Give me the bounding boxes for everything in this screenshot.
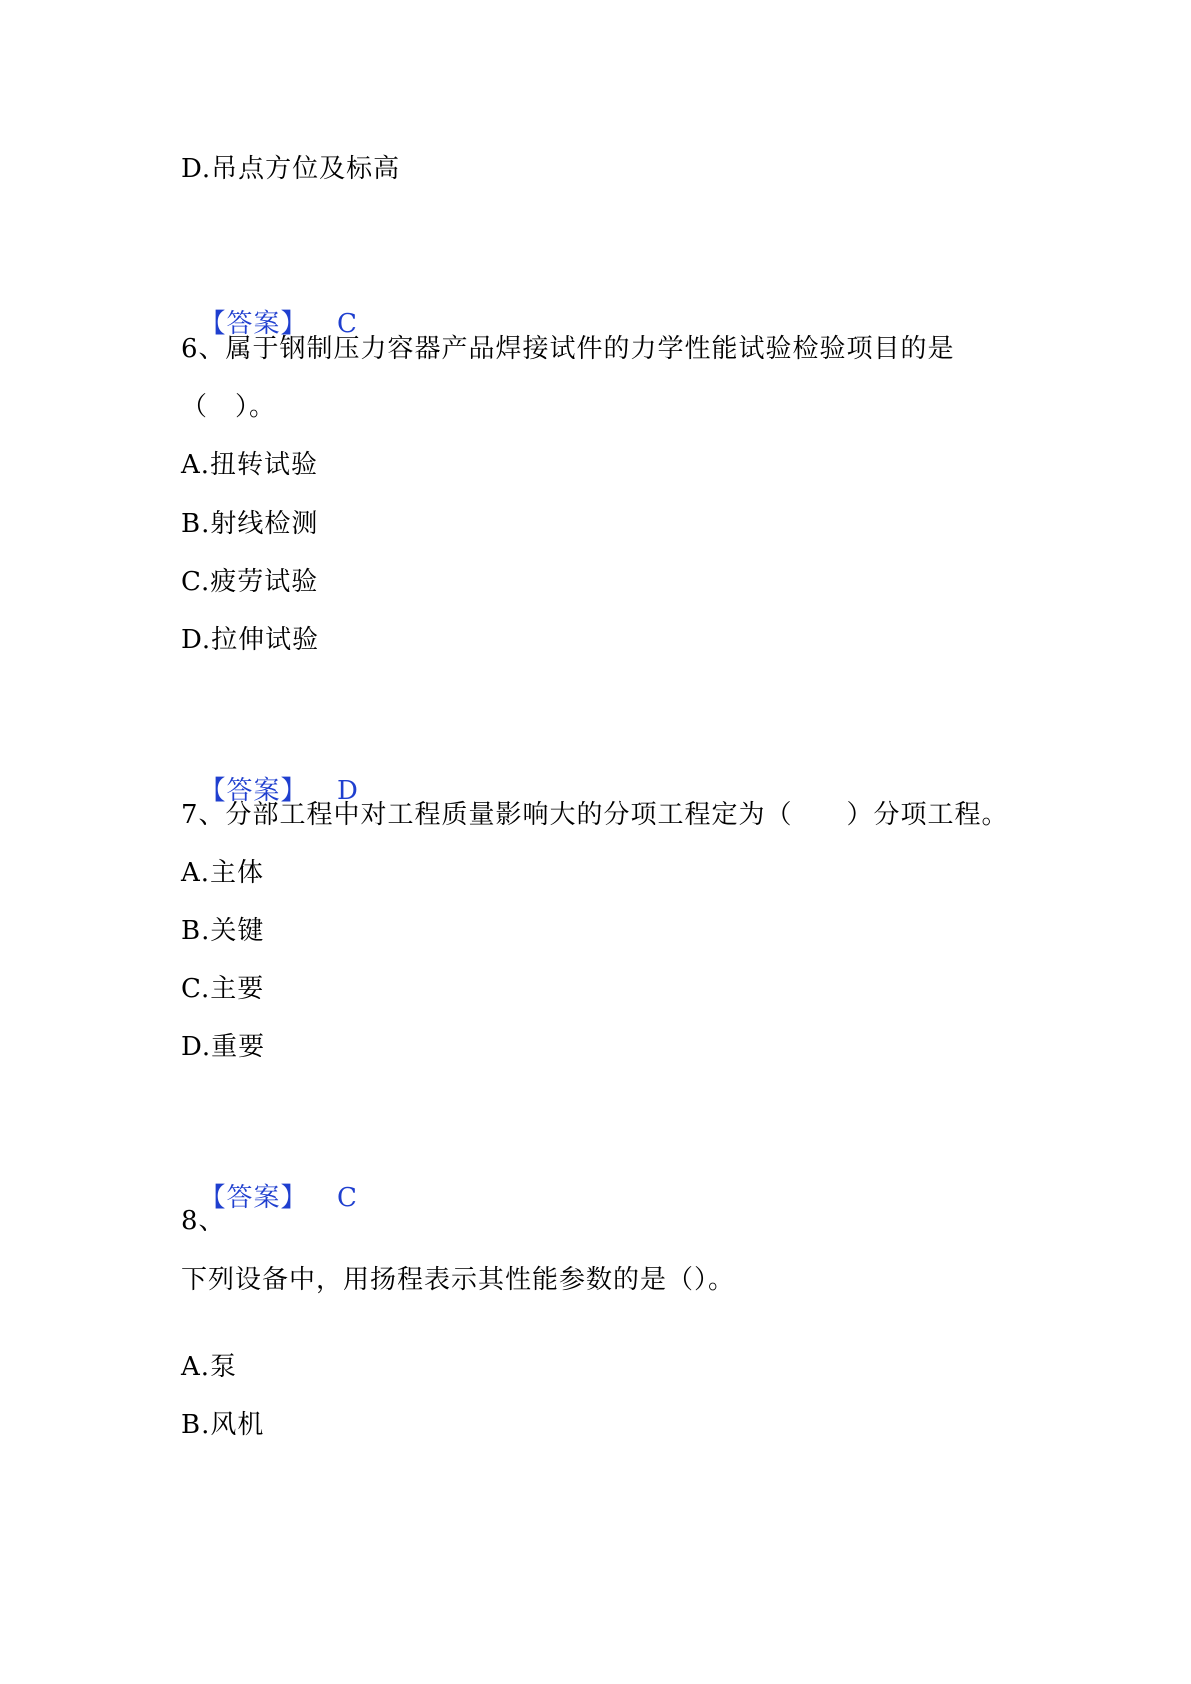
question-6-option-a: A.扭转试验 [181, 450, 319, 480]
question-6-option-d: D.拉伸试验 [181, 625, 320, 655]
question-7-option-b: B.关键 [181, 916, 265, 946]
question-6-option-b: B.射线检测 [181, 509, 319, 539]
question-6-option-c: C.疲劳试验 [181, 567, 319, 597]
answer-value: C [337, 1183, 358, 1213]
prev-question-option-d: D.吊点方位及标高 [181, 154, 401, 184]
question-6-stem-line2: （ ）。 [181, 392, 277, 422]
question-8-stem: 下列设备中，用扬程表示其性能参数的是（）。 [181, 1265, 736, 1295]
question-6-stem-line1: 6、属于钢制压力容器产品焊接试件的力学性能试验检验项目的是 [181, 334, 955, 364]
answer-tag: 【答案】 [199, 1183, 308, 1213]
answer-value: C [337, 309, 358, 339]
question-7-option-c: C.主要 [181, 974, 265, 1004]
answer-tag: 【答案】 [199, 309, 308, 339]
question-8-option-a: A.泵 [181, 1352, 238, 1382]
question-8-option-b: B.风机 [181, 1410, 265, 1440]
answer-tag: 【答案】 [199, 776, 308, 806]
question-8-number: 8、 [181, 1206, 226, 1236]
question-7-option-a: A.主体 [181, 858, 265, 888]
question-7-option-d: D.重要 [181, 1032, 266, 1062]
answer-value: D [337, 776, 359, 806]
answer-row-q5 [181, 273, 358, 341]
question-7-stem: 7、分部工程中对工程质量影响大的分项工程定为（ ）分项工程。 [181, 800, 1009, 830]
